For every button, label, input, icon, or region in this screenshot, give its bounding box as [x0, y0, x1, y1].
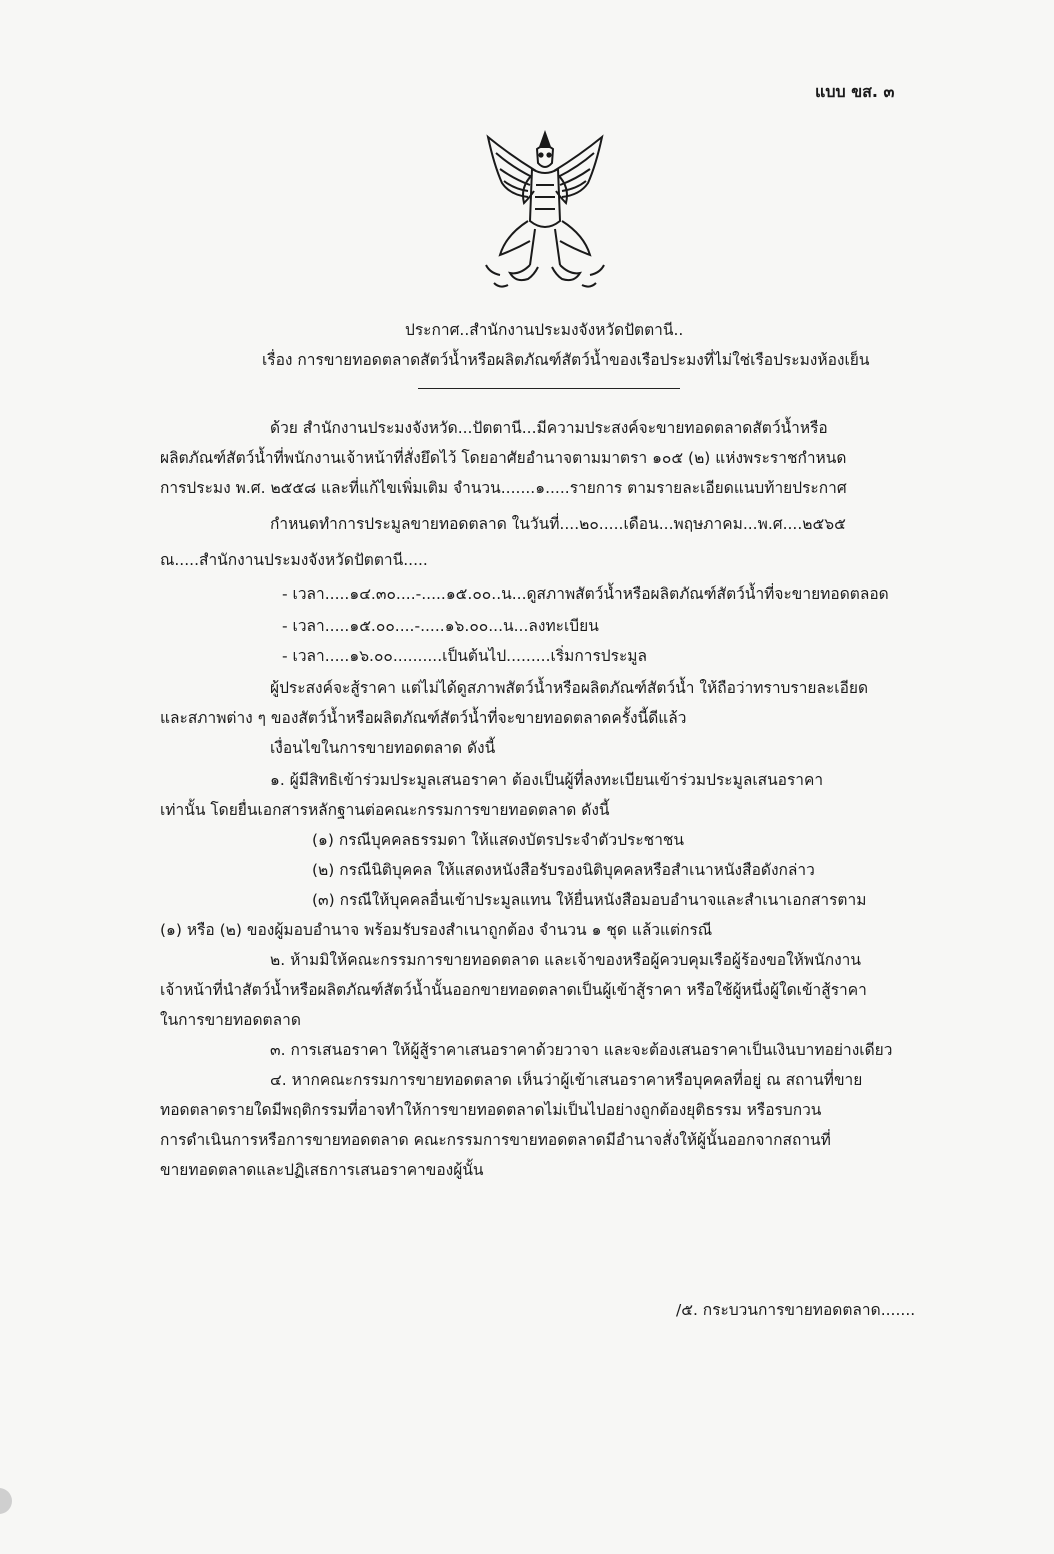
body-line: และสภาพต่าง ๆ ของสัตว์น้ำหรือผลิตภัณฑ์สัตว์น้ำที่จะขายทอดตลาดครั้งนี้ดีแล้ว	[160, 709, 687, 727]
body-line: ในการขายทอดตลาด	[160, 1011, 301, 1029]
condition-3: ๓. การเสนอราคา ให้ผู้สู้ราคาเสนอราคาด้วยวาจา และจะต้องเสนอราคาเป็นเงินบาทอย่างเดียว	[270, 1041, 893, 1059]
body-line: ทอดตลาดรายใดมีพฤติกรรมที่อาจทำให้การขายทอดตลาดไม่เป็นไปอย่างถูกต้องยุติธรรม หรือรบกวน	[160, 1101, 822, 1119]
form-number: แบบ ขส. ๓	[815, 82, 895, 101]
body-line: กำหนดทำการประมูลขายทอดตลาด ในวันที่....๒๐.....เดือน...พฤษภาคม...พ.ศ....๒๕๖๕	[270, 515, 846, 533]
scroll-indicator	[0, 1488, 12, 1514]
body-line: ผู้ประสงค์จะสู้ราคา แต่ไม่ได้ดูสภาพสัตว์น้ำหรือผลิตภัณฑ์สัตว์น้ำ ให้ถือว่าทราบรายละเอียด	[270, 679, 869, 697]
subject-title: เรื่อง การขายทอดตลาดสัตว์น้ำหรือผลิตภัณฑ์สัตว์น้ำของเรือประมงที่ไม่ใช่เรือประมงห้องเย็น	[262, 351, 870, 369]
body-line: (๑) หรือ (๒) ของผู้มอบอำนาจ พร้อมรับรองสำเนาถูกต้อง จำนวน ๑ ชุด แล้วแต่กรณี	[160, 921, 713, 939]
title-divider	[418, 388, 680, 389]
body-line: เท่านั้น โดยยื่นเอกสารหลักฐานต่อคณะกรรมการขายทอดตลาด ดังนี้	[160, 801, 610, 819]
continuation-note: /๕. กระบวนการขายทอดตลาด.......	[676, 1301, 916, 1319]
condition-subitem: (๒) กรณีนิติบุคคล ให้แสดงหนังสือรับรองนิติบุคคลหรือสำเนาหนังสือดังกล่าว	[312, 861, 815, 879]
body-line: การดำเนินการหรือการขายทอดตลาด คณะกรรมการขายทอดตลาดมีอำนาจสั่งให้ผู้นั้นออกจากสถานที่	[160, 1131, 831, 1149]
garuda-emblem	[480, 125, 610, 295]
body-line: ผลิตภัณฑ์สัตว์น้ำที่พนักงานเจ้าหน้าที่สั่งยึดไว้ โดยอาศัยอำนาจตามมาตรา ๑๐๕ (๒) แห่งพระราชกำหนด	[160, 449, 847, 467]
body-line: ด้วย สำนักงานประมงจังหวัด...ปัตตานี...มีความประสงค์จะขายทอดตลาดสัตว์น้ำหรือ	[270, 419, 828, 437]
schedule-item: - เวลา.....๑๖.๐๐..........เป็นต้นไป.........เริ่มการประมูล	[282, 647, 647, 665]
schedule-item: - เวลา.....๑๕.๐๐....-.....๑๖.๐๐...น...ลงทะเบียน	[282, 617, 599, 635]
condition-4: ๔. หากคณะกรรมการขายทอดตลาด เห็นว่าผู้เข้าเสนอราคาหรือบุคคลที่อยู่ ณ สถานที่ขาย	[270, 1071, 863, 1089]
body-line: เจ้าหน้าที่นำสัตว์น้ำหรือผลิตภัณฑ์สัตว์น้ำนั้นออกขายทอดตลาดเป็นผู้เข้าสู้ราคา หรือใช้ผู้หนึ่งผู้ใดเข้าสู้ราคา	[160, 981, 867, 999]
body-line: การประมง พ.ศ. ๒๕๕๘ และที่แก้ไขเพิ่มเติม จำนวน.......๑.....รายการ ตามรายละเอียดแนบท้ายประกาศ	[160, 479, 847, 497]
conditions-heading: เงื่อนไขในการขายทอดตลาด ดังนี้	[270, 739, 496, 757]
body-line: ณ.....สำนักงานประมงจังหวัดปัตตานี.....	[160, 551, 428, 569]
condition-subitem: (๑) กรณีบุคคลธรรมดา ให้แสดงบัตรประจำตัวประชาชน	[312, 831, 685, 849]
announcement-title: ประกาศ..สำนักงานประมงจังหวัดปัตตานี..	[405, 321, 684, 339]
condition-subitem: (๓) กรณีให้บุคคลอื่นเข้าประมูลแทน ให้ยื่นหนังสือมอบอำนาจและสำเนาเอกสารตาม	[312, 891, 867, 909]
condition-1: ๑. ผู้มีสิทธิเข้าร่วมประมูลเสนอราคา ต้องเป็นผู้ที่ลงทะเบียนเข้าร่วมประมูลเสนอราคา	[270, 771, 824, 789]
schedule-item: - เวลา.....๑๔.๓๐....-.....๑๕.๐๐..น...ดูสภาพสัตว์น้ำหรือผลิตภัณฑ์สัตว์น้ำที่จะขายทอดตลอด	[282, 585, 889, 603]
condition-2: ๒. ห้ามมิให้คณะกรรมการขายทอดตลาด และเจ้าของหรือผู้ควบคุมเรือผู้ร้องขอให้พนักงาน	[270, 951, 861, 969]
body-line: ขายทอดตลาดและปฏิเสธการเสนอราคาของผู้นั้น	[160, 1161, 484, 1179]
